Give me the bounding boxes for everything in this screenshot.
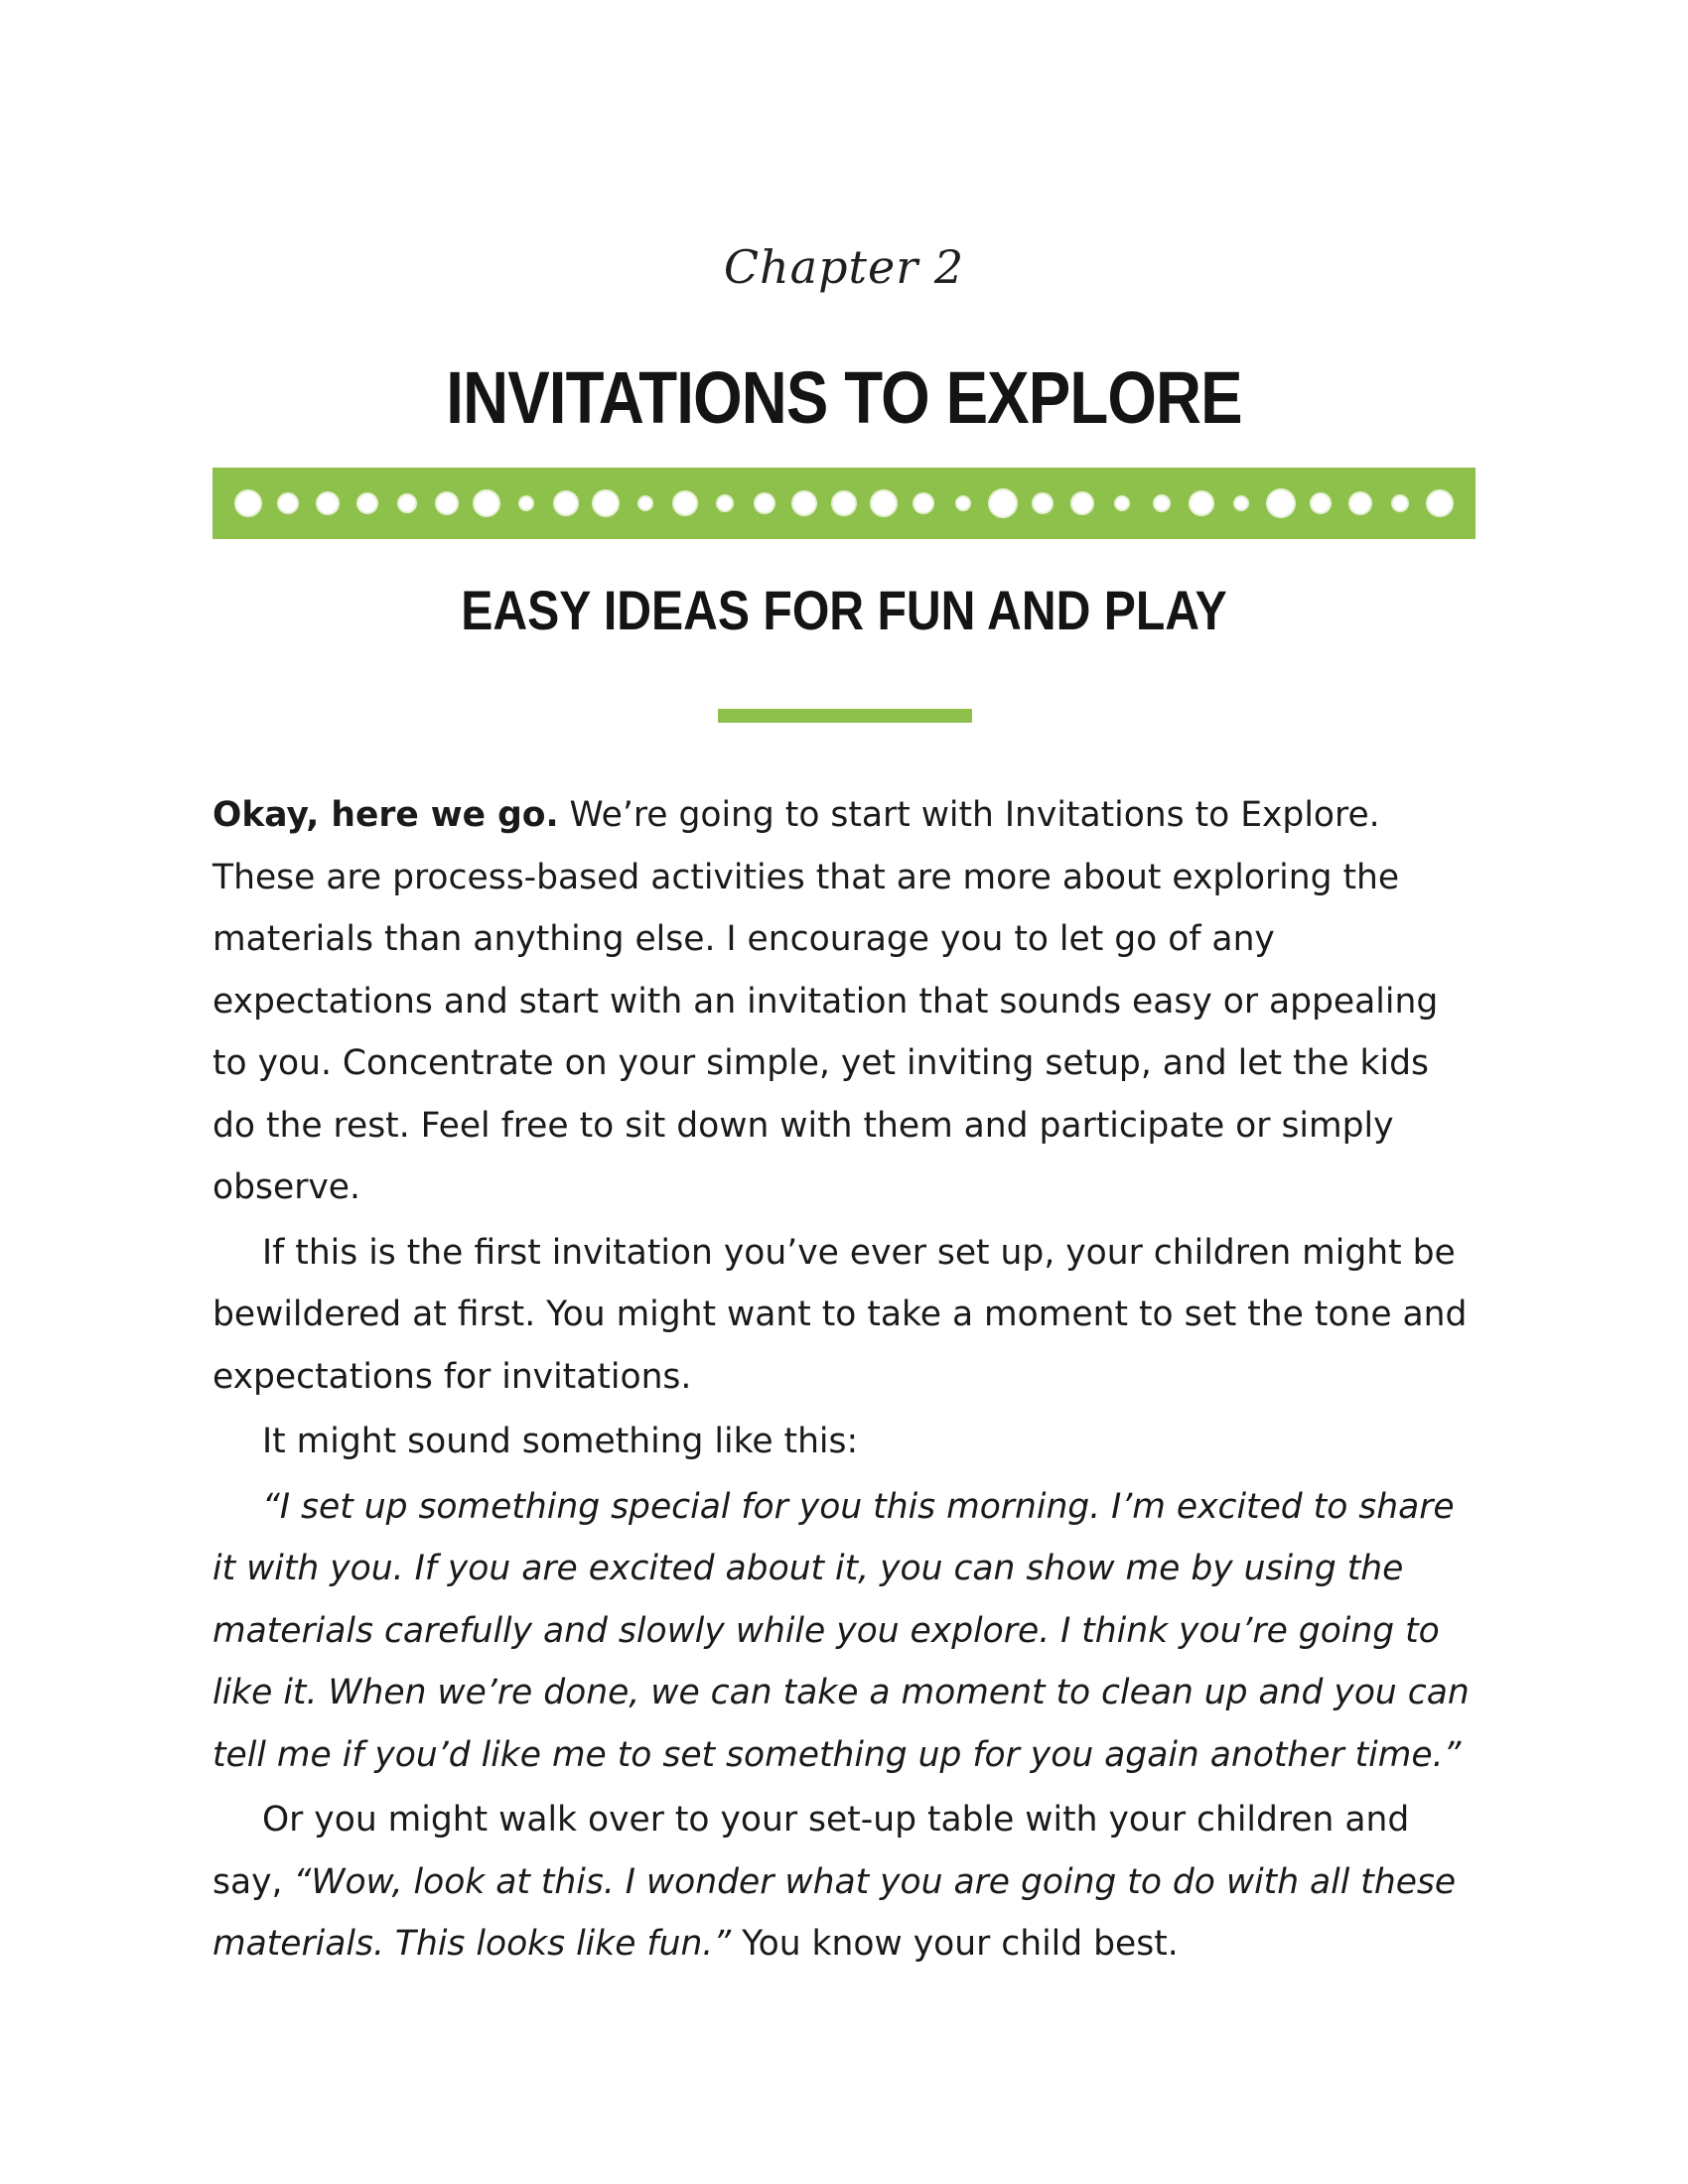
- decorative-dot: [436, 492, 458, 514]
- decorative-dot: [832, 491, 856, 515]
- decorative-dot: [593, 490, 619, 516]
- body-text: [212, 784, 1479, 1979]
- decorative-dot: [1267, 489, 1295, 517]
- decorative-dot: [357, 493, 377, 513]
- dot-pattern: [212, 468, 1476, 539]
- decorative-dot: [1427, 490, 1453, 516]
- chapter-label: Chapter 2: [723, 240, 965, 294]
- decorative-dot: [673, 491, 697, 515]
- decorative-dot: [278, 493, 298, 513]
- decorative-dot: [554, 491, 578, 515]
- decorative-dot: [1071, 492, 1093, 514]
- decorative-dot: [755, 493, 774, 513]
- decorative-dot: [1190, 491, 1213, 515]
- decorative-dot: [914, 493, 933, 513]
- decorative-dot: [1311, 493, 1331, 513]
- decorative-dot: [717, 495, 733, 511]
- decorative-dot: [317, 492, 339, 514]
- decorative-dot: [1154, 495, 1170, 511]
- paragraph-first-invitation: If this is the first invitation you’ve ever set up, your children might be bewildered at first. You might want to take a moment to set the tone and expectations for invitations.: [212, 1232, 1468, 1397]
- paragraph-sound-like: It might sound something like this:: [262, 1422, 859, 1461]
- walk-over-quote: “Wow, look at this. I wonder what you are going to do with all these materials. This looks like fun.”: [212, 1861, 1457, 1964]
- decorative-dot: [235, 490, 261, 516]
- walk-over-closing: You know your child best.: [731, 1924, 1179, 1964]
- paragraph-quote: “I set up something special for you this morning. I’m excited to share it with you. If you are excited about it, you can show me by using the materials carefully and slowly while you explore. I think you’re going to like it. When we’re done, we can take a moment to clean up and you can tell me if you’d like me to set something up for you again another time.”: [212, 1486, 1470, 1775]
- paragraph-intro: [212, 784, 1479, 1219]
- decorative-dot: [474, 490, 499, 516]
- decorative-dot: [989, 489, 1017, 517]
- decorative-dot: [1234, 496, 1248, 510]
- paragraph-walk-over: [212, 1789, 1479, 1976]
- decorative-dot: [1033, 493, 1053, 513]
- decorative-dot: [1349, 492, 1371, 514]
- chapter-title: INVITATIONS TO EXPLORE: [446, 356, 1242, 439]
- decorative-dot: [871, 490, 897, 516]
- decorative-dot: [1115, 496, 1129, 510]
- decorative-dot: [792, 491, 816, 515]
- decorative-dot: [1392, 495, 1408, 511]
- paragraph-lead-in: Okay, here we go.: [212, 795, 559, 835]
- walk-over-text: Or you might walk over to your set-up table with your children and say,: [212, 1800, 1410, 1902]
- chapter-subtitle: EASY IDEAS FOR FUN AND PLAY: [461, 579, 1227, 641]
- short-divider-rule: [718, 709, 972, 723]
- decorative-dot: [398, 494, 416, 512]
- decorative-dot: [956, 496, 970, 510]
- paragraph-intro-text: We’re going to start with Invitations to Explore. These are process-based activities that are more about exploring the materials than anything else. I encourage you to let go of any expectations and start with an invitation that sounds easy or appealing to you. Concentrate on your simple, yet inviting setup, and let the kids do the rest. Feel free to sit down with them and participate or simply observe.: [212, 795, 1439, 1207]
- decorative-dot: [638, 496, 652, 510]
- dotted-divider-banner: [212, 468, 1476, 539]
- decorative-dot: [519, 496, 533, 510]
